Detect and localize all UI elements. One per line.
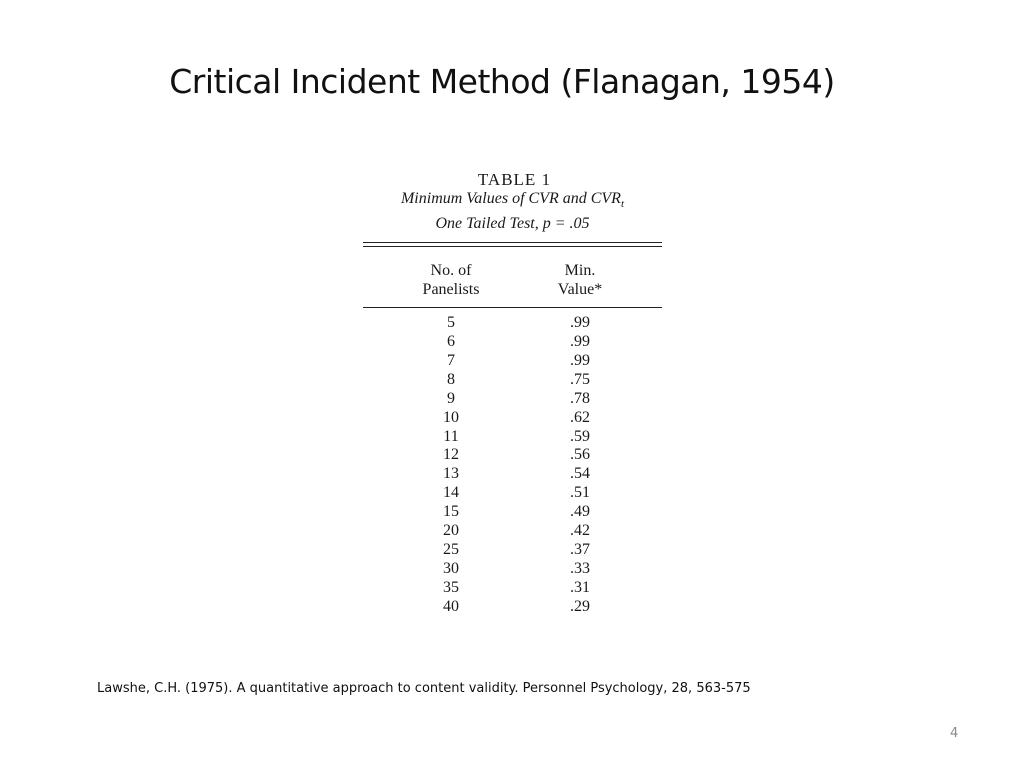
- cell-min-value: .99: [570, 351, 590, 369]
- table-row: [363, 409, 662, 428]
- cell-min-value: .56: [570, 446, 590, 464]
- cell-min-value: .99: [570, 333, 590, 351]
- table-row: [363, 465, 662, 484]
- table-row: [363, 390, 662, 409]
- table-subtitle-line1: [363, 189, 662, 214]
- cell-panelists: 6: [447, 333, 455, 351]
- cell-min-value: .54: [570, 465, 590, 483]
- table-subtitle-line2: One Tailed Test, p = .05: [435, 215, 590, 233]
- table-row: [363, 446, 662, 465]
- table-figure: [363, 170, 662, 616]
- cell-panelists: 35: [443, 578, 459, 596]
- cell-min-value: .33: [570, 559, 590, 577]
- cell-panelists: 40: [443, 597, 459, 615]
- cell-min-value: .51: [570, 484, 590, 502]
- table-subtitle-text: Minimum Values of CVR and CVR: [400, 190, 621, 207]
- table-header-rule: [363, 307, 662, 308]
- table-row: [363, 579, 662, 598]
- slide-title: Critical Incident Method (Flanagan, 1954): [169, 62, 835, 101]
- cell-min-value: .78: [570, 389, 590, 407]
- header-panelists: No. of Panelists: [422, 262, 480, 299]
- table-number: TABLE 1: [477, 170, 552, 189]
- table-row: [363, 484, 662, 503]
- table-row: [363, 333, 662, 352]
- header-min-value: Min. Value*: [557, 262, 603, 299]
- table-top-rule: [363, 242, 662, 247]
- cell-min-value: .29: [570, 597, 590, 615]
- table-row: [363, 560, 662, 579]
- cell-panelists: 10: [443, 408, 459, 426]
- table-body: [363, 314, 662, 616]
- page-number: 4: [950, 726, 959, 741]
- table-row: [363, 522, 662, 541]
- cell-min-value: .59: [570, 427, 590, 445]
- cell-panelists: 7: [447, 351, 455, 369]
- table-caption: [363, 170, 662, 233]
- cell-min-value: .31: [570, 578, 590, 596]
- cell-panelists: 30: [443, 559, 459, 577]
- table-subtitle-subscript: t: [620, 198, 625, 211]
- table-row: [363, 541, 662, 560]
- cell-min-value: .49: [570, 503, 590, 521]
- table-row: [363, 371, 662, 390]
- cell-panelists: 5: [447, 314, 455, 332]
- table-row: [363, 503, 662, 522]
- cell-panelists: 20: [443, 521, 459, 539]
- cell-panelists: 12: [443, 446, 459, 464]
- cell-min-value: .37: [570, 540, 590, 558]
- cell-panelists: 11: [443, 427, 459, 445]
- cell-panelists: 9: [447, 389, 455, 407]
- cell-min-value: .42: [570, 521, 590, 539]
- cell-panelists: 25: [443, 540, 459, 558]
- cell-min-value: .75: [570, 370, 590, 388]
- citation: Lawshe, C.H. (1975). A quantitative approach to content validity. Personnel Psychology, 28, 563-575: [97, 681, 751, 696]
- cell-panelists: 13: [443, 465, 459, 483]
- table-row: [363, 598, 662, 617]
- table-header-row: [363, 261, 662, 299]
- cell-panelists: 8: [447, 370, 455, 388]
- cell-panelists: 15: [443, 503, 459, 521]
- cell-min-value: .99: [570, 314, 590, 332]
- table-row: [363, 428, 662, 447]
- table-row: [363, 314, 662, 333]
- cell-min-value: .62: [570, 408, 590, 426]
- cell-panelists: 14: [443, 484, 459, 502]
- table-row: [363, 352, 662, 371]
